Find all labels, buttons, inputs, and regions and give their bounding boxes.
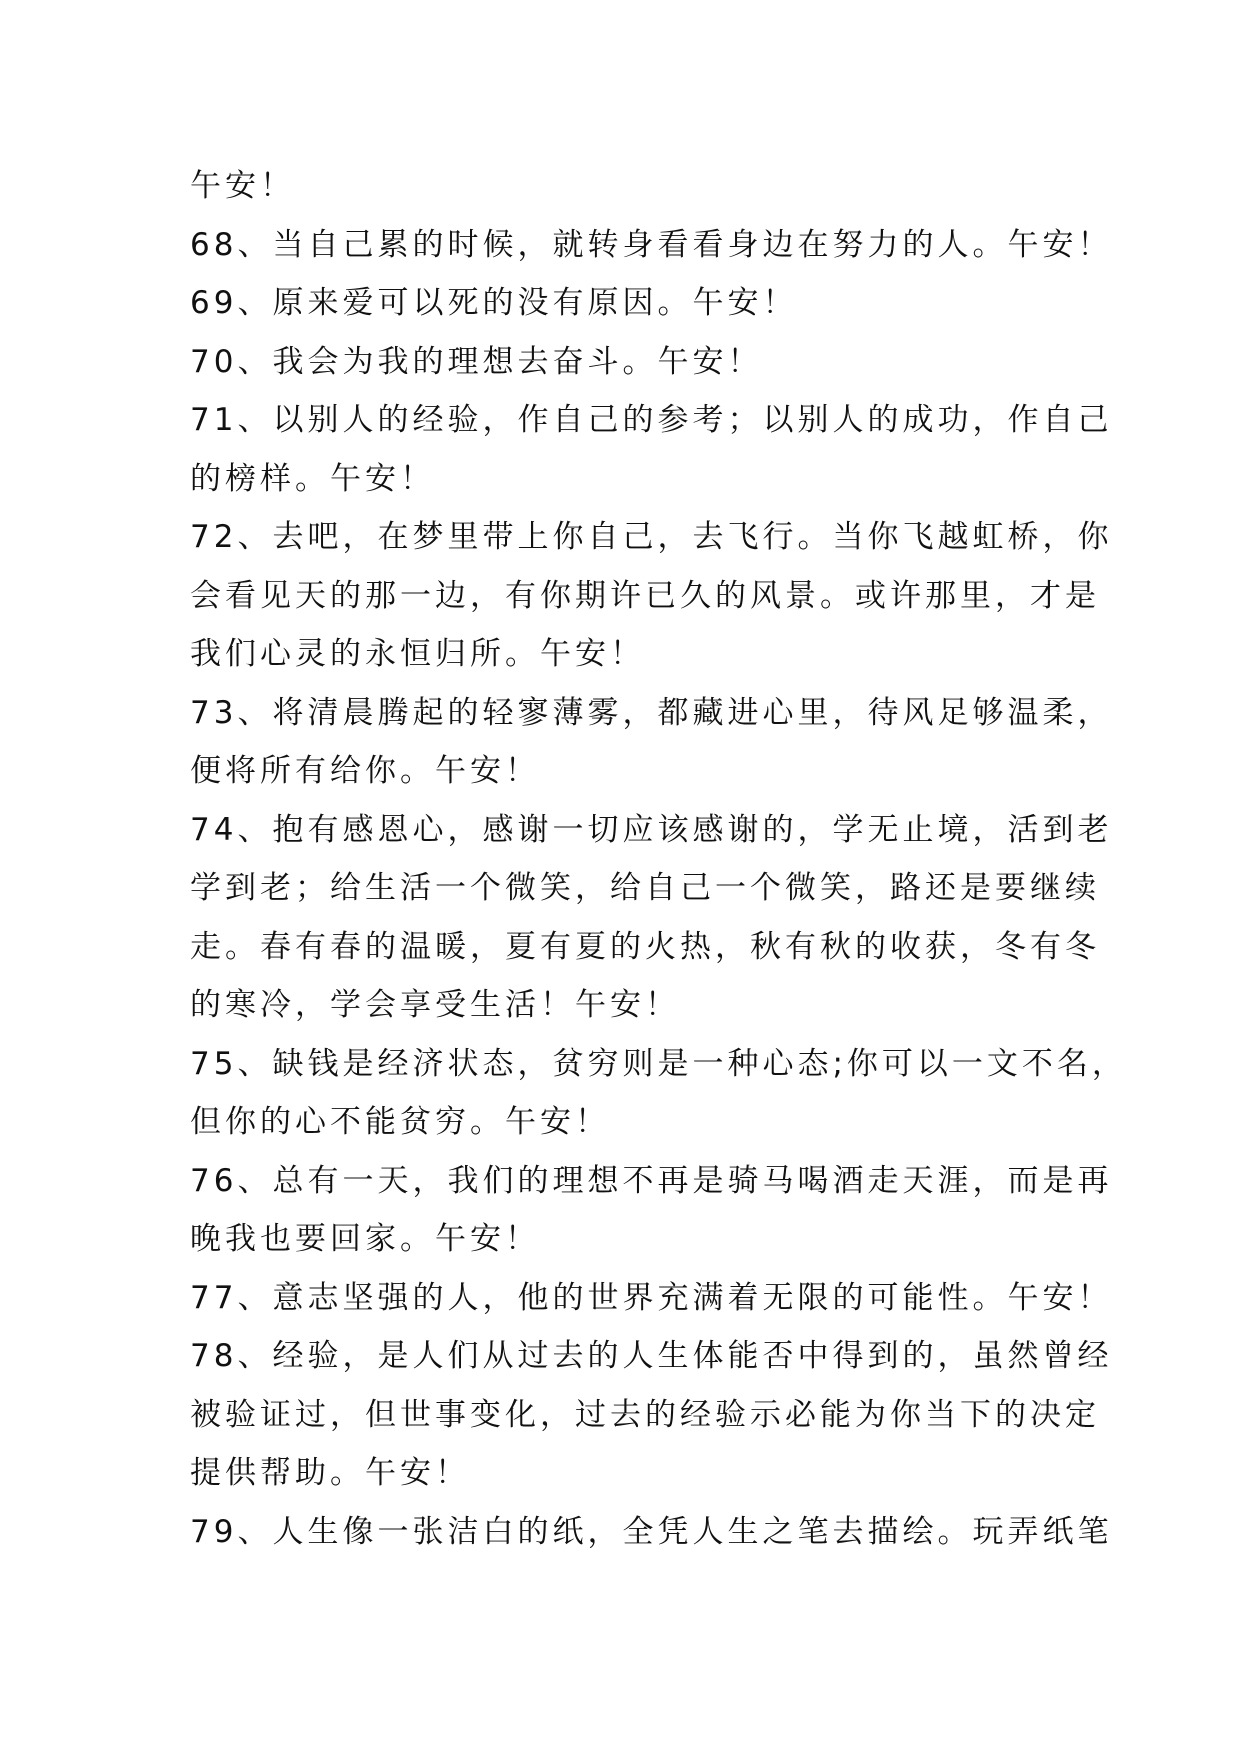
- text-line: 学到老；给生活一个微笑，给自己一个微笑，路还是要继续: [190, 870, 1100, 906]
- text-line: 72、去吧，在梦里带上你自己，去飞行。当你飞越虹桥，你: [190, 519, 1113, 555]
- text-line: 79、人生像一张洁白的纸，全凭人生之笔去描绘。玩弄纸笔: [190, 1513, 1113, 1550]
- text-line: 便将所有给你。午安！: [190, 753, 540, 789]
- body-text: [190, 157, 1127, 1561]
- text-line: 78、经验，是人们从过去的人生体能否中得到的，虽然曾经: [190, 1338, 1113, 1374]
- text-line: 午安！: [190, 168, 295, 204]
- text-line: 晚我也要回家。午安！: [190, 1221, 540, 1257]
- text-line: 73、将清晨腾起的轻寥薄雾，都藏进心里，待风足够温柔，: [190, 694, 1113, 731]
- text-line: 的寒冷，学会享受生活！午安！: [190, 987, 680, 1023]
- text-line: 71、以别人的经验，作自己的参考；以别人的成功，作自己: [190, 402, 1113, 438]
- text-line: 走。春有春的温暖，夏有夏的火热，秋有秋的收获，冬有冬: [190, 928, 1100, 965]
- text-line: 的榜样。午安！: [190, 460, 435, 497]
- text-line: 76、总有一天，我们的理想不再是骑马喝酒走天涯，而是再: [190, 1162, 1113, 1199]
- text-line: 77、意志坚强的人，他的世界充满着无限的可能性。午安！: [190, 1279, 1113, 1316]
- text-line: 70、我会为我的理想去奋斗。午安！: [190, 343, 763, 380]
- text-line: 会看见天的那一边，有你期许已久的风景。或许那里，才是: [190, 577, 1100, 614]
- text-line: 68、当自己累的时候，就转身看看身边在努力的人。午安！: [190, 226, 1113, 263]
- text-line: 但你的心不能贫穷。午安！: [190, 1104, 610, 1140]
- text-line: 提供帮助。午安！: [190, 1455, 470, 1491]
- text-line: 我们心灵的永恒归所。午安！: [190, 636, 645, 672]
- text-line: 被验证过，但世事变化，过去的经验示必能为你当下的决定: [190, 1396, 1100, 1433]
- text-line: 75、缺钱是经济状态，贫穷则是一种心态;你可以一文不名，: [190, 1045, 1127, 1082]
- text-line: 74、抱有感恩心，感谢一切应该感谢的，学无止境，活到老: [190, 811, 1113, 848]
- text-line: 69、原来爱可以死的没有原因。午安！: [190, 285, 798, 321]
